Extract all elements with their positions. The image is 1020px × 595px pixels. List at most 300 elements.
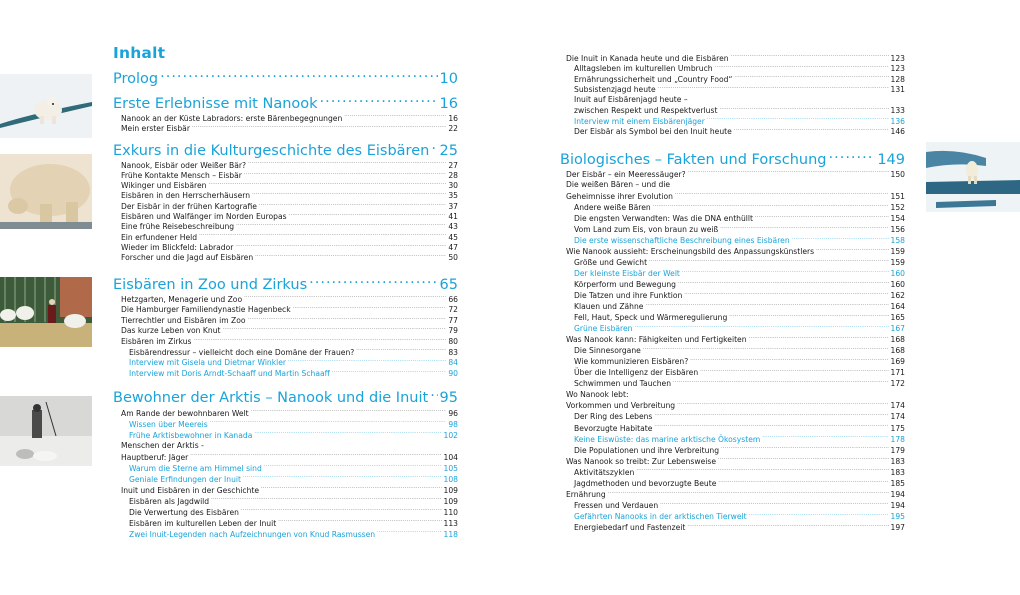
entry-label: Eisbären als Jagdwild — [129, 496, 210, 506]
toc-entry[interactable] — [121, 113, 458, 123]
entry-page-number: 109 — [443, 496, 458, 506]
toc-entry[interactable] — [574, 279, 905, 289]
toc-entry[interactable] — [129, 507, 458, 517]
leader-dots — [690, 357, 888, 365]
toc-entry[interactable] — [574, 423, 905, 433]
entry-label: Klauen und Zähne — [574, 302, 644, 312]
entry-page-number: 162 — [890, 291, 905, 301]
entry-page-number: 174 — [890, 401, 905, 411]
entry-page-number: 133 — [890, 106, 905, 116]
entry-label: Hetzgarten, Menagerie und Zoo — [121, 294, 243, 304]
toc-entry[interactable] — [574, 324, 905, 334]
toc-entry[interactable] — [121, 441, 458, 451]
toc-entry[interactable] — [574, 202, 905, 212]
leader-dots — [715, 64, 889, 72]
leader-dots — [235, 242, 446, 250]
toc-entry[interactable] — [121, 242, 458, 252]
entry-label: Geniale Erfindungen der Inuit — [129, 474, 241, 484]
entry-label: Grüne Eisbären — [574, 324, 633, 334]
entry-label: Zwei Inuit-Legenden nach Aufzeichnungen von Knud Rasmussen — [129, 529, 376, 539]
toc-entry[interactable] — [121, 123, 458, 133]
leader-dots — [635, 324, 889, 332]
toc-entry[interactable] — [121, 452, 458, 462]
entry-page-number: 65 — [439, 276, 458, 293]
toc-entry[interactable] — [121, 326, 458, 336]
toc-entry[interactable] — [121, 201, 458, 211]
entry-page-number: 80 — [448, 336, 458, 346]
leader-dots — [762, 434, 888, 442]
entry-page-number: 167 — [890, 324, 905, 334]
entry-label: Was Nanook so treibt: Zur Lebensweise — [566, 456, 716, 466]
leader-dots — [251, 408, 447, 416]
entry-label: Nanook an der Küste Labradors: erste Bärenbegegnungen — [121, 113, 343, 123]
entry-label: Die Verwertung des Eisbären — [129, 507, 239, 517]
entry-label: Nanook, Eisbär oder Weißer Bär? — [121, 160, 247, 170]
entry-label: Die weißen Bären – und die — [566, 180, 671, 190]
toc-entry[interactable] — [129, 430, 458, 440]
entry-page-number: 151 — [890, 191, 905, 201]
toc-entry[interactable] — [574, 116, 905, 126]
leader-dots — [243, 474, 442, 482]
toc-entry[interactable] — [566, 53, 905, 63]
entry-page-number: 168 — [890, 346, 905, 356]
entry-page-number: 168 — [890, 335, 905, 345]
toc-entry[interactable] — [574, 445, 905, 455]
leader-dots — [211, 496, 441, 504]
entry-page-number: 109 — [443, 485, 458, 495]
entry-label: Aktivitätszyklen — [574, 467, 635, 477]
entry-label: Interview mit Doris Arndt-Schaaff und Martin Schaaff — [129, 368, 330, 378]
toc-entry[interactable] — [121, 212, 458, 222]
entry-label: Am Rande der bewohnbaren Welt — [121, 408, 249, 418]
toc-entry[interactable] — [121, 253, 458, 263]
leader-dots — [192, 123, 446, 131]
entry-page-number: 90 — [448, 368, 458, 378]
leader-dots — [210, 419, 447, 427]
entry-label: Subsistenzjagd heute — [574, 85, 656, 95]
toc-entry[interactable] — [574, 379, 905, 389]
entry-page-number: 41 — [448, 212, 458, 222]
entry-label: Jagdmethoden und bevorzugte Beute — [574, 478, 717, 488]
leader-dots — [731, 53, 889, 61]
entry-page-number: 178 — [890, 434, 905, 444]
toc-entry[interactable] — [129, 347, 458, 357]
entry-page-number: 123 — [890, 64, 905, 74]
toc-entry[interactable] — [129, 474, 458, 484]
entry-label: Keine Eiswüste: das marine arktische Ökosystem — [574, 434, 761, 444]
entry-page-number: 35 — [448, 191, 458, 201]
entry-page-number: 105 — [443, 463, 458, 473]
entry-page-number: 136 — [890, 116, 905, 126]
toc-entry[interactable] — [574, 522, 905, 532]
entry-page-number: 131 — [890, 85, 905, 95]
entry-label: Eisbären im Zirkus — [121, 336, 192, 346]
leader-dots — [677, 401, 888, 409]
entry-label: Andere weiße Bären — [574, 202, 651, 212]
photo-inuit-hunter-with-bears — [0, 396, 92, 466]
photo-polar-bear-illustration — [0, 154, 92, 229]
entry-page-number: 98 — [448, 419, 458, 429]
entry-page-number: 110 — [443, 507, 458, 517]
toc-entry[interactable] — [574, 511, 905, 521]
entry-label: Eisbärendressur – vielleicht doch eine Domäne der Frauen? — [129, 347, 355, 357]
entry-page-number: 22 — [448, 123, 458, 133]
entry-label: Tierrechtler und Eisbären im Zoo — [121, 315, 246, 325]
entry-page-number: 179 — [890, 445, 905, 455]
entry-label: Alltagsleben im kulturellen Umbruch — [574, 64, 713, 74]
toc-entry[interactable] — [566, 335, 905, 345]
leader-dots — [684, 290, 888, 298]
entry-label: Was Nanook kann: Fähigkeiten und Fertigkeiten — [566, 335, 747, 345]
toc-entry[interactable] — [574, 500, 905, 510]
entry-label: Menschen der Arktis - — [121, 441, 204, 450]
leader-dots — [749, 511, 889, 519]
leader-dots — [288, 358, 446, 366]
toc-entry[interactable] — [574, 268, 905, 278]
entry-label: Wie Nanook aussieht: Erscheinungsbild des Anpassungskünstlers — [566, 246, 815, 256]
leader-dots — [254, 430, 441, 438]
entry-label: Schwimmen und Tauchen — [574, 379, 672, 389]
toc-entry[interactable] — [574, 213, 905, 223]
entry-label: Wikinger und Eisbären — [121, 181, 207, 191]
entry-page-number: 123 — [890, 53, 905, 63]
chapter-biologisches[interactable] — [560, 149, 905, 168]
toc-entry[interactable] — [574, 224, 905, 234]
leader-dots — [755, 213, 889, 221]
leader-dots — [718, 456, 889, 464]
entry-page-number: 154 — [890, 213, 905, 223]
leader-dots — [244, 170, 446, 178]
leader-dots — [734, 74, 888, 82]
leader-dots — [721, 445, 888, 453]
leader-dots — [377, 529, 441, 537]
entry-label: Die erste wissenschaftliche Beschreibung eines Eisbären — [574, 235, 790, 245]
leader-dots — [193, 336, 446, 344]
leader-dots — [734, 127, 889, 135]
entry-page-number: 150 — [890, 169, 905, 179]
entry-page-number: 171 — [890, 368, 905, 378]
leader-dots — [252, 191, 446, 199]
toc-entry[interactable] — [574, 346, 905, 356]
entry-page-number: 16 — [448, 113, 458, 123]
leader-dots — [244, 294, 446, 302]
toc-entry[interactable] — [129, 518, 458, 528]
leader-dots — [654, 412, 888, 420]
toc-entry[interactable] — [574, 412, 905, 422]
entry-label: Warum die Sterne am Himmel sind — [129, 463, 262, 473]
photo-polar-bear-on-sea-ice — [926, 142, 1020, 212]
leader-dots — [222, 326, 446, 334]
toc-entry[interactable] — [574, 478, 905, 488]
leader-dots — [649, 257, 888, 265]
leader-dots — [430, 387, 437, 402]
toc-entry[interactable] — [121, 336, 458, 346]
entry-label: Wo Nanook lebt: — [566, 389, 629, 399]
leader-dots — [687, 522, 888, 530]
leader-dots — [660, 500, 888, 508]
entry-page-number: 169 — [890, 357, 905, 367]
toc-entry[interactable] — [129, 496, 458, 506]
entry-label: Hauptberuf: Jäger — [121, 452, 189, 462]
photo-circus-polar-bears — [0, 277, 92, 347]
entry-label: Bewohner der Arktis – Nanook und die Inuit — [113, 389, 429, 406]
entry-label: Der Eisbär in der frühen Kartografie — [121, 201, 257, 211]
entry-label: Mein erster Eisbär — [121, 123, 190, 133]
entry-label: Ernährungssicherheit und „Country Food“ — [574, 74, 733, 84]
leader-dots — [241, 507, 442, 515]
entry-label: Die Inuit in Kanada heute und die Eisbären — [566, 53, 729, 63]
toc-entry[interactable] — [574, 127, 905, 137]
leader-dots — [636, 467, 888, 475]
leader-dots — [700, 368, 888, 376]
entry-page-number: 152 — [890, 202, 905, 212]
entry-label: Ein erfundener Held — [121, 232, 198, 242]
photo-polar-bear-on-ice — [0, 74, 92, 138]
leader-dots — [654, 423, 888, 431]
toc-entry[interactable] — [574, 106, 905, 116]
toc-entry[interactable] — [121, 160, 458, 170]
entry-label: Wieder im Blickfeld: Labrador — [121, 242, 234, 252]
toc-entry[interactable] — [574, 434, 905, 444]
toc-entry[interactable] — [574, 235, 905, 245]
entry-page-number: 128 — [890, 74, 905, 84]
entry-page-number: 30 — [448, 181, 458, 191]
entry-label: Interview mit Gisela und Dietmar Winkler — [129, 358, 287, 368]
entry-page-number: 174 — [890, 412, 905, 422]
leader-dots — [356, 347, 446, 355]
leader-dots — [208, 181, 446, 189]
toc-entry[interactable] — [566, 169, 905, 179]
leader-dots — [431, 140, 437, 155]
entry-page-number: 47 — [448, 242, 458, 252]
entry-page-number: 79 — [448, 326, 458, 336]
entry-label: Das kurze Leben von Knut — [121, 326, 221, 336]
entry-page-number: 146 — [890, 127, 905, 137]
entry-label: Der Eisbär – ein Meeressäuger? — [566, 169, 686, 179]
toc-entry[interactable] — [574, 95, 905, 105]
toc-entry[interactable] — [574, 301, 905, 311]
entry-label: Die Tatzen und ihre Funktion — [574, 291, 683, 301]
entry-label: Vorkommen und Verbreitung — [566, 401, 676, 411]
entry-page-number: 10 — [439, 70, 458, 87]
entry-label: Die engsten Verwandten: Was die DNA enthüllt — [574, 213, 753, 223]
entry-page-number: 77 — [448, 315, 458, 325]
leader-dots — [688, 169, 889, 177]
entry-page-number: 159 — [890, 246, 905, 256]
toc-entry[interactable] — [121, 181, 458, 191]
leader-dots — [278, 518, 441, 526]
entry-label: Forscher und die Jagd auf Eisbären — [121, 253, 254, 263]
leader-dots — [729, 313, 888, 321]
leader-dots — [320, 93, 438, 108]
entry-page-number: 84 — [448, 358, 458, 368]
leader-dots — [255, 253, 446, 261]
entry-label: Die Populationen und ihre Verbreitung — [574, 445, 720, 455]
toc-entry[interactable] — [121, 191, 458, 201]
toc-entry[interactable] — [574, 313, 905, 323]
entry-page-number: 165 — [890, 313, 905, 323]
toc-entry[interactable] — [121, 315, 458, 325]
leader-dots — [608, 489, 889, 497]
toc-entry[interactable] — [121, 294, 458, 304]
leader-dots — [658, 85, 889, 93]
leader-dots — [653, 202, 889, 210]
toc-entry[interactable] — [574, 467, 905, 477]
entry-label: Körperform und Bewegung — [574, 279, 676, 289]
chapter-zoo-zirkus[interactable] — [113, 274, 458, 293]
entry-label: Wissen über Meereis — [129, 419, 208, 429]
entry-page-number: 159 — [890, 257, 905, 267]
toc-entry[interactable] — [129, 358, 458, 368]
leader-dots — [289, 212, 447, 220]
entry-label: Eisbären und Walfänger im Norden Europas — [121, 212, 287, 222]
entry-page-number: 183 — [890, 456, 905, 466]
leader-dots — [749, 335, 889, 343]
entry-page-number: 175 — [890, 423, 905, 433]
entry-label: Geheimnisse ihrer Evolution — [566, 191, 673, 201]
toc-entry[interactable] — [566, 489, 905, 499]
toc-entry[interactable] — [566, 191, 905, 201]
entry-label: Energiebedarf und Fastenzeit — [574, 522, 686, 532]
entry-label: Über die Intelligenz der Eisbären — [574, 368, 699, 378]
leader-dots — [332, 368, 446, 376]
leader-dots — [645, 301, 888, 309]
entry-page-number: 160 — [890, 279, 905, 289]
entry-label: Frühe Arktisbewohner in Kanada — [129, 430, 253, 440]
entry-page-number: 197 — [890, 522, 905, 532]
toc-entry[interactable] — [566, 401, 905, 411]
entry-page-number: 43 — [448, 222, 458, 232]
entry-label: Bevorzugte Habitate — [574, 423, 653, 433]
entry-label: Interview mit einem Eisbärenjäger — [574, 116, 705, 126]
leader-dots — [236, 222, 446, 230]
leader-dots — [829, 149, 876, 164]
entry-page-number: 185 — [890, 478, 905, 488]
entry-label: Wie kommunizieren Eisbären? — [574, 357, 689, 367]
chapter-kulturgeschichte[interactable] — [113, 140, 458, 159]
leader-dots — [719, 106, 888, 114]
leader-dots — [264, 463, 442, 471]
leader-dots — [707, 116, 889, 124]
leader-dots — [309, 274, 437, 289]
entry-page-number: 195 — [890, 511, 905, 521]
entry-page-number: 28 — [448, 170, 458, 180]
toc-entry[interactable] — [574, 368, 905, 378]
entry-label: Inuit und Eisbären in der Geschichte — [121, 485, 260, 495]
entry-label: Fressen und Verdauen — [574, 500, 659, 510]
toc-entry[interactable] — [574, 290, 905, 300]
entry-label: Eisbären in Zoo und Zirkus — [113, 276, 308, 293]
leader-dots — [643, 346, 889, 354]
chapter-prolog[interactable] — [113, 68, 458, 87]
leader-dots — [675, 191, 889, 199]
entry-page-number: 194 — [890, 489, 905, 499]
leader-dots — [160, 68, 437, 83]
toc-entry[interactable] — [129, 529, 458, 539]
entry-page-number: 50 — [448, 253, 458, 263]
entry-label: Eisbären in den Herrscherhäusern — [121, 191, 251, 201]
entry-page-number: 104 — [443, 452, 458, 462]
entry-page-number: 183 — [890, 467, 905, 477]
entry-label: Vom Land zum Eis, von braun zu weiß — [574, 224, 719, 234]
leader-dots — [678, 279, 889, 287]
toc-entry[interactable] — [566, 180, 905, 190]
toc-title: Inhalt — [113, 44, 166, 62]
entry-page-number: 25 — [439, 142, 458, 159]
entry-label: Eisbären im kulturellen Leben der Inuit — [129, 518, 277, 528]
toc-entry[interactable] — [566, 456, 905, 466]
entry-label: Prolog — [113, 70, 159, 87]
toc-entry[interactable] — [129, 419, 458, 429]
entry-page-number: 102 — [443, 430, 458, 440]
leader-dots — [673, 379, 888, 387]
toc-entry[interactable] — [121, 232, 458, 242]
leader-dots — [718, 478, 888, 486]
entry-page-number: 95 — [439, 389, 458, 406]
entry-label: Der kleinste Eisbär der Welt — [574, 268, 680, 278]
entry-label: Die Hamburger Familiendynastie Hagenbeck — [121, 305, 291, 315]
entry-label: Frühe Kontakte Mensch – Eisbär — [121, 170, 242, 180]
leader-dots — [199, 232, 446, 240]
chapter-erste-erlebnisse[interactable] — [113, 93, 458, 112]
entry-page-number: 27 — [448, 160, 458, 170]
toc-entry[interactable] — [574, 85, 905, 95]
toc-entry[interactable] — [129, 463, 458, 473]
toc-entry[interactable] — [121, 222, 458, 232]
entry-page-number: 66 — [448, 294, 458, 304]
leader-dots — [792, 235, 889, 243]
entry-page-number: 172 — [890, 379, 905, 389]
toc-entry[interactable] — [566, 246, 905, 256]
entry-page-number: 194 — [890, 500, 905, 510]
entry-page-number: 45 — [448, 232, 458, 242]
toc-entry[interactable] — [566, 390, 905, 400]
toc-entry[interactable] — [121, 170, 458, 180]
entry-label: Der Eisbär als Symbol bei den Inuit heute — [574, 127, 732, 137]
entry-page-number: 149 — [877, 151, 905, 168]
entry-label: zwischen Respekt und Respektverlust — [574, 106, 718, 116]
leader-dots — [682, 268, 889, 276]
chapter-bewohner-arktis[interactable] — [113, 387, 458, 406]
leader-dots — [293, 305, 447, 313]
leader-dots — [259, 201, 446, 209]
toc-entry[interactable] — [121, 305, 458, 315]
toc-entry[interactable] — [121, 485, 458, 495]
leader-dots — [261, 485, 441, 493]
toc-entry[interactable] — [574, 257, 905, 267]
entry-page-number: 160 — [890, 268, 905, 278]
entry-page-number: 113 — [443, 518, 458, 528]
toc-entry[interactable] — [574, 357, 905, 367]
entry-label: Biologisches – Fakten und Forschung — [560, 151, 827, 168]
toc-entry[interactable] — [129, 368, 458, 378]
entry-label: Exkurs in die Kulturgeschichte des Eisbären — [113, 142, 430, 159]
toc-entry[interactable] — [574, 74, 905, 84]
entry-label: Der Ring des Lebens — [574, 412, 653, 422]
leader-dots — [248, 160, 446, 168]
toc-entry[interactable] — [574, 64, 905, 74]
leader-dots — [816, 246, 888, 254]
toc-entry[interactable] — [121, 408, 458, 418]
entry-label: Die Sinnesorgane — [574, 346, 641, 356]
entry-label: Erste Erlebnisse mit Nanook — [113, 95, 318, 112]
entry-label: Fell, Haut, Speck und Wärmeregulierung — [574, 313, 728, 323]
entry-page-number: 156 — [890, 224, 905, 234]
entry-page-number: 16 — [439, 95, 458, 112]
entry-label: Ernährung — [566, 489, 606, 499]
entry-label: Gefährten Nanooks in der arktischen Tierwelt — [574, 511, 747, 521]
leader-dots — [720, 224, 888, 232]
